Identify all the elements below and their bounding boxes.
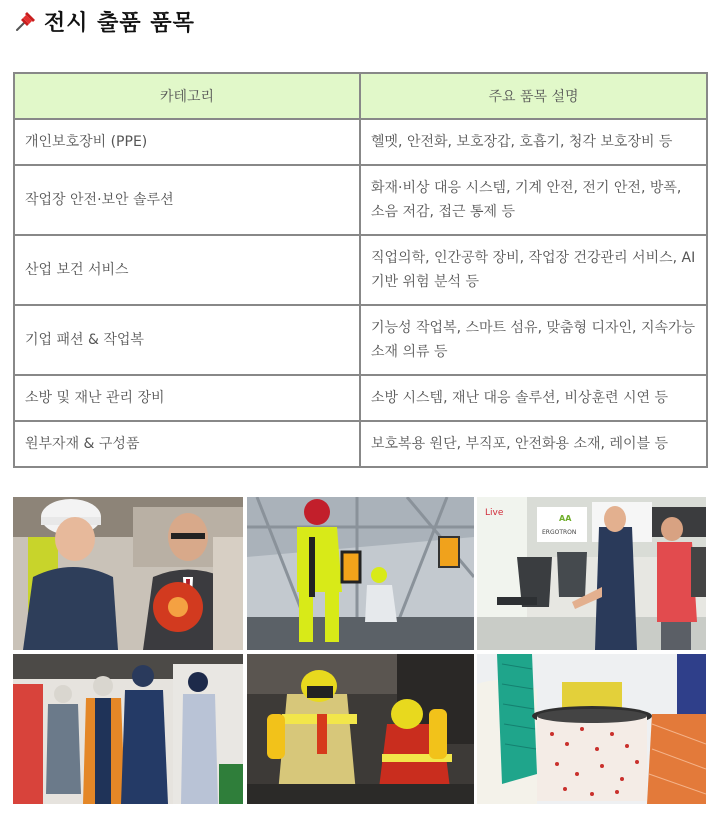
photo-helmet-visitors: [13, 497, 243, 650]
booth-sign-text: Live: [485, 508, 504, 518]
category-cell: 기업 패션 & 작업복: [14, 305, 360, 375]
page-title: 전시 출품 품목: [44, 10, 195, 36]
header-description: 주요 품목 설명: [360, 73, 707, 119]
photo-office-chairs: [477, 497, 706, 650]
brand-sign-text: AA: [559, 514, 572, 523]
pushpin-icon: [14, 9, 38, 33]
page-header: [14, 6, 195, 36]
table-row: [14, 421, 707, 467]
photo-firefighters: [247, 654, 474, 804]
brand-sign-text-2: ERGOTRON: [542, 529, 577, 536]
category-cell: 원부자재 & 구성품: [14, 421, 360, 467]
photo-rescue-demo: [247, 497, 474, 650]
table-row: [14, 305, 707, 375]
category-cell: 소방 및 재난 관리 장비: [14, 375, 360, 421]
description-cell: 소방 시스템, 재난 대응 솔루션, 비상훈련 시연 등: [360, 375, 707, 421]
table-header-row: [14, 73, 707, 119]
description-cell: 직업의학, 인간공학 장비, 작업장 건강관리 서비스, AI 기반 위험 분석 등: [360, 235, 707, 305]
category-cell: 작업장 안전·보안 솔루션: [14, 165, 360, 235]
description-cell: 보호복용 원단, 부직포, 안전화용 소재, 레이블 등: [360, 421, 707, 467]
description-cell: 화재·비상 대응 시스템, 기계 안전, 전기 안전, 방폭, 소음 저감, 접근 통제 등: [360, 165, 707, 235]
photo-rope-spools: [477, 654, 706, 804]
description-cell: 기능성 작업복, 스마트 섬유, 맞춤형 디자인, 지속가능 소재 의류 등: [360, 305, 707, 375]
table-row: [14, 165, 707, 235]
table-row: [14, 235, 707, 305]
description-cell: 헬멧, 안전화, 보호장갑, 호흡기, 청각 보호장비 등: [360, 119, 707, 165]
category-cell: 개인보호장비 (PPE): [14, 119, 360, 165]
table-row: [14, 375, 707, 421]
category-cell: 산업 보건 서비스: [14, 235, 360, 305]
photo-gallery: [13, 497, 706, 804]
table-row: [14, 119, 707, 165]
items-table: [13, 72, 708, 468]
header-category: 카테고리: [14, 73, 360, 119]
photo-workwear-mannequins: [13, 654, 243, 804]
